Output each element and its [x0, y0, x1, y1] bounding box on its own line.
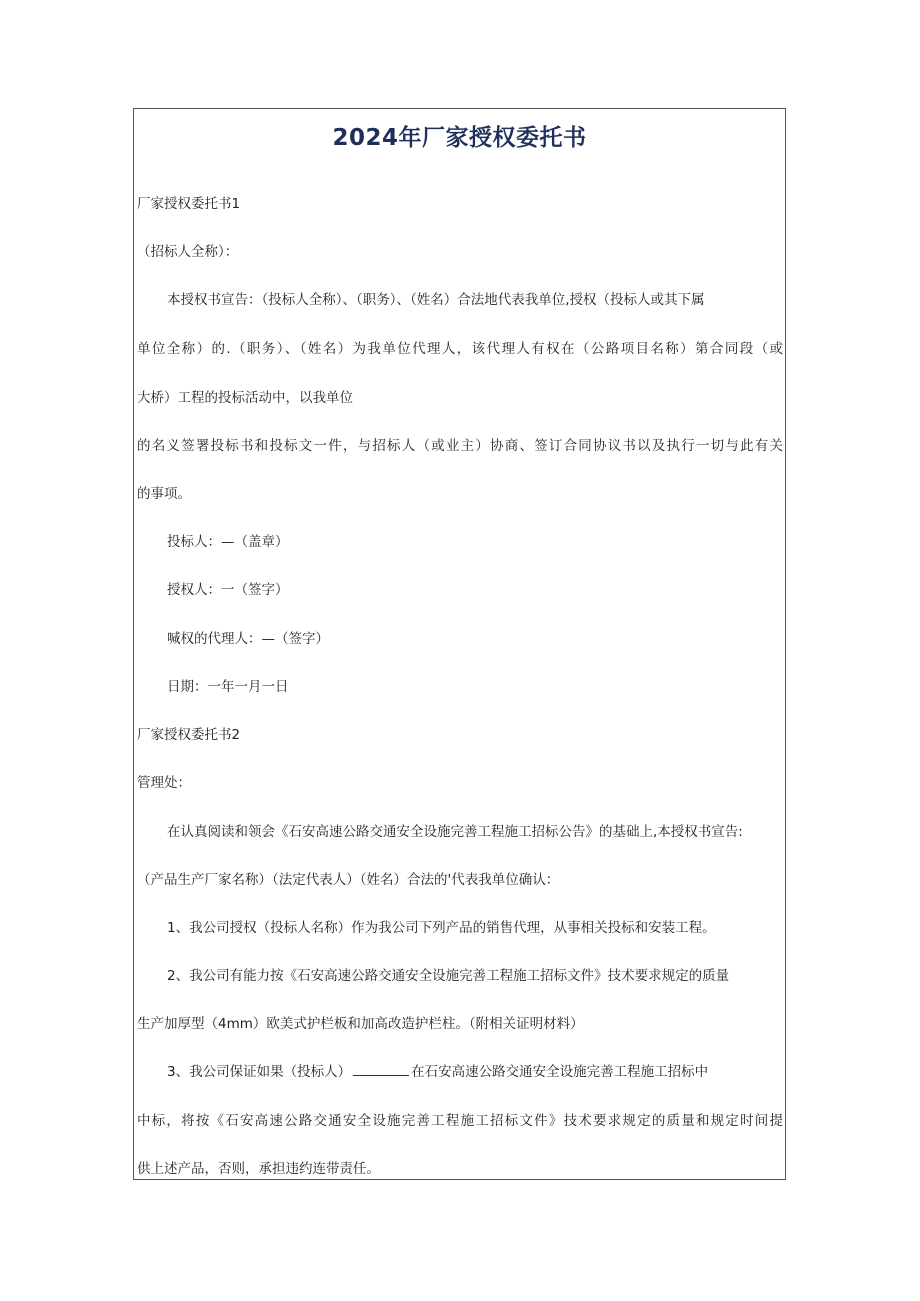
item1: 1、我公司授权（投标人名称）作为我公司下列产品的销售代理，从事相关投标和安装工程。	[167, 920, 716, 936]
item3-prefix: 3、我公司保证如果（投标人）	[167, 1064, 352, 1080]
date-line: 日期：一年一月一日	[167, 679, 289, 695]
agent-signature-line: 喊权的代理人：—（签字）	[167, 631, 329, 647]
blank-underline	[353, 1063, 409, 1076]
section2-body-line2: （产品生产厂家名称）（法定代表人）（姓名）合法的'代表我单位确认：	[137, 872, 560, 888]
section2-heading: 厂家授权委托书2	[137, 727, 241, 743]
item3-line3: 供上述产品，否则，承担违约连带责任。	[137, 1161, 380, 1177]
section1-body-line4: 的名义签署投标书和投标文一件，与招标人（或业主）协商、签订合同协议书以及执行一切与此有关	[137, 438, 783, 454]
item3-suffix: 在石安高速公路交通安全设施完善工程施工招标中	[411, 1064, 709, 1080]
section1-heading: 厂家授权委托书1	[137, 196, 241, 212]
document-title: 2024年厂家授权委托书	[332, 125, 587, 151]
item2-line2: 生产加厚型（4mm）欧美式护栏板和加高改造护栏柱。（附相关证明材料）	[137, 1016, 584, 1032]
item3-line2: 中标，将按《石安高速公路交通安全设施完善工程施工招标文件》技术要求规定的质量和规定时间提	[137, 1113, 783, 1129]
section1-body-line3: 大桥）工程的投标活动中，以我单位	[137, 390, 353, 406]
section1-body-line2: 单位全称）的.（职务）、（姓名）为我单位代理人，该代理人有权在（公路项目名称）第合同段（或	[137, 341, 783, 357]
document-page	[133, 108, 786, 1180]
section1-addressee: （招标人全称）：	[137, 244, 239, 260]
section2-body-line1: 在认真阅读和领会《石安高速公路交通安全设施完善工程施工招标公告》的基础上,本授权书宣告:	[167, 824, 743, 840]
item3-line1	[167, 1063, 708, 1081]
authorizer-signature-line: 授权人：一（签字）	[167, 582, 289, 598]
bidder-signature-line: 投标人：—（盖章）	[167, 534, 289, 550]
item2-line1: 2、我公司有能力按《石安高速公路交通安全设施完善工程施工招标文件》技术要求规定的质量	[167, 968, 730, 984]
section1-body-line5: 的事项。	[137, 486, 191, 502]
section2-addressee: 管理处：	[137, 775, 191, 791]
section1-body-line1: 本授权书宣告：（投标人全称）、（职务）、（姓名）合法地代表我单位,授权（投标人或其下属	[167, 292, 705, 308]
